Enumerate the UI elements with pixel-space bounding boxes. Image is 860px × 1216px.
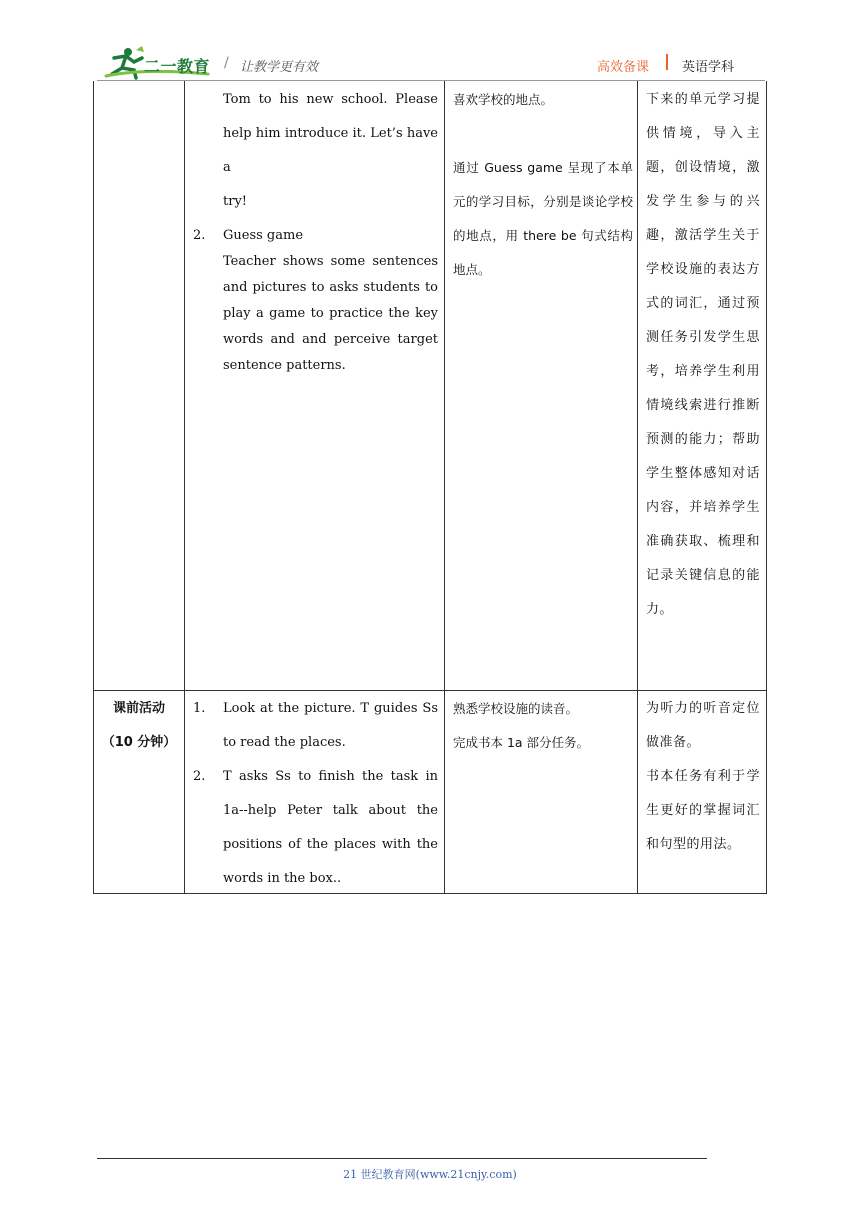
row2-goal-cell [453,692,633,760]
table-border-left [93,81,94,894]
footer-text: 21 世纪教育网(www.21cnjy.com) [343,1168,517,1181]
item-number: 1. [193,701,206,716]
item-text: Look at the picture. T guides Ss to read the places. [223,701,438,750]
item-number: 2. [193,228,206,243]
row1-activity-cell [193,83,438,379]
brand-name: 二一教育 [144,57,211,76]
activity-item-1 [193,692,438,760]
header-tag-subject: 英语学科 [682,60,735,75]
table-divider-col3 [637,81,638,894]
activity-line: help him introduce it. Let’s have a [223,126,438,175]
row2-activity-cell [193,692,438,896]
goal-text: 通过 Guess game 呈现了本单元的学习目标，分别是谈论学校的地点，用 there be 句式结构地点。 [453,160,633,277]
table-border-right [766,81,767,894]
goal-text: 完成书本 1a 部分任务。 [453,735,590,750]
stage-duration: （10 分钟） [101,735,177,750]
row1-intent-cell [646,83,760,627]
header-tag-prep: 高效备课 [597,60,650,75]
table-divider-col1 [184,81,185,894]
activity-line: Tom to his new school. Please [223,92,438,107]
item-title: Guess game [223,228,304,243]
footer-rule [97,1158,707,1159]
item-description: Teacher shows some sentences and pictures to asks students to play a game to practice the key words and and perceive target sentence patterns. [223,254,438,373]
table-row-divider [93,690,767,691]
item-number: 2. [193,769,206,784]
intent-text: 为听力的听音定位做准备。 [646,701,760,750]
slogan-separator: / [224,55,229,71]
activity-item-2 [193,760,438,896]
stage-name: 课前活动 [112,701,165,716]
activity-item-2 [193,219,438,253]
goal-text: 熟悉学校设施的读音。 [453,701,579,716]
row2-intent-cell [646,692,760,862]
item-text: T asks Ss to finish the task in 1a--help Peter talk about the positions of the places with the words in the box.. [223,769,438,886]
intent-text: 书本任务有利于学生更好的掌握词汇和句型的用法。 [646,769,760,852]
table-divider-col2 [444,81,445,894]
goal-text: 喜欢学校的地点。 [453,92,554,107]
slogan: 让教学更有效 [240,60,319,75]
stage-label [94,692,184,760]
row1-goal-cell [453,83,633,287]
activity-line: try! [223,194,248,209]
intent-text: 下来的单元学习提供情境，导入主题，创设情境，激发学生参与的兴趣，激活学生关于学校设施的表达方式的词汇，通过预测任务引发学生思考，培养学生利用情境线索进行推断预测的能力；帮助学生整体感知对话内容，并培养学生准确获取、梳理和记录关键信息的能力。 [646,92,760,617]
